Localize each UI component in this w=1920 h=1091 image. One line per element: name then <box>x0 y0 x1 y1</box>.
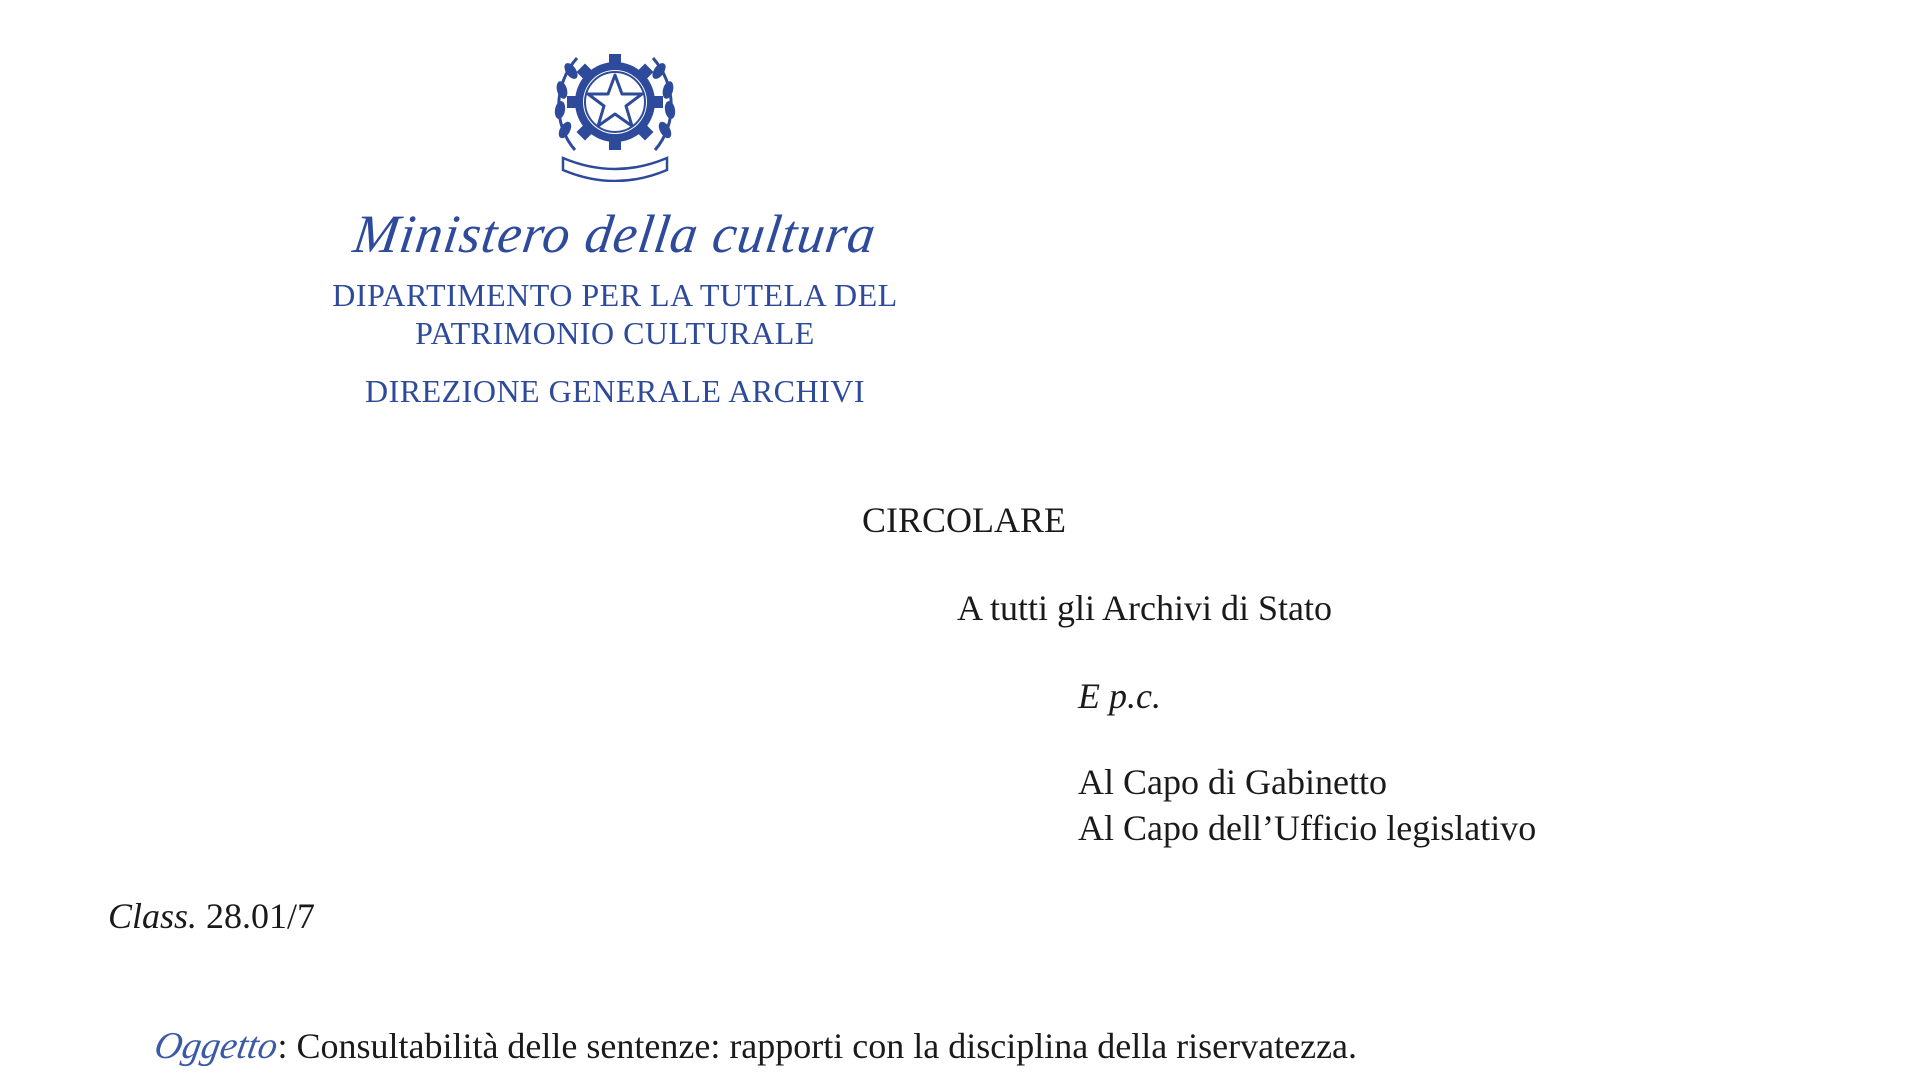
department-name <box>315 276 915 352</box>
department-line-2: PATRIMONIO CULTURALE <box>415 315 815 351</box>
subject-text: : Consultabilità delle sentenze: rapporti con la disciplina della riservatezza. <box>277 1026 1358 1066</box>
cc-recipients <box>1078 759 1536 851</box>
ministry-name: Ministero della cultura <box>349 204 881 264</box>
main-recipient: A tutti gli Archivi di Stato <box>957 588 1333 628</box>
department-line-1: DIPARTIMENTO PER LA TUTELA DEL <box>332 277 898 313</box>
document-type: CIRCOLARE <box>862 500 1067 540</box>
letterhead <box>315 30 915 410</box>
directorate-name: DIREZIONE GENERALE ARCHIVI <box>364 373 866 409</box>
subject-label: Oggetto <box>151 1025 282 1067</box>
subject <box>151 1024 1358 1068</box>
italian-republic-emblem-icon <box>545 30 685 182</box>
classification-label: Class. <box>108 896 198 936</box>
classification-value: 28.01/7 <box>197 896 316 936</box>
cc-recipient-1: Al Capo di Gabinetto <box>1078 762 1387 802</box>
cc-label: E p.c. <box>1078 676 1161 716</box>
cc-recipient-2: Al Capo dell’Ufficio legislativo <box>1078 808 1537 848</box>
classification <box>108 894 315 938</box>
